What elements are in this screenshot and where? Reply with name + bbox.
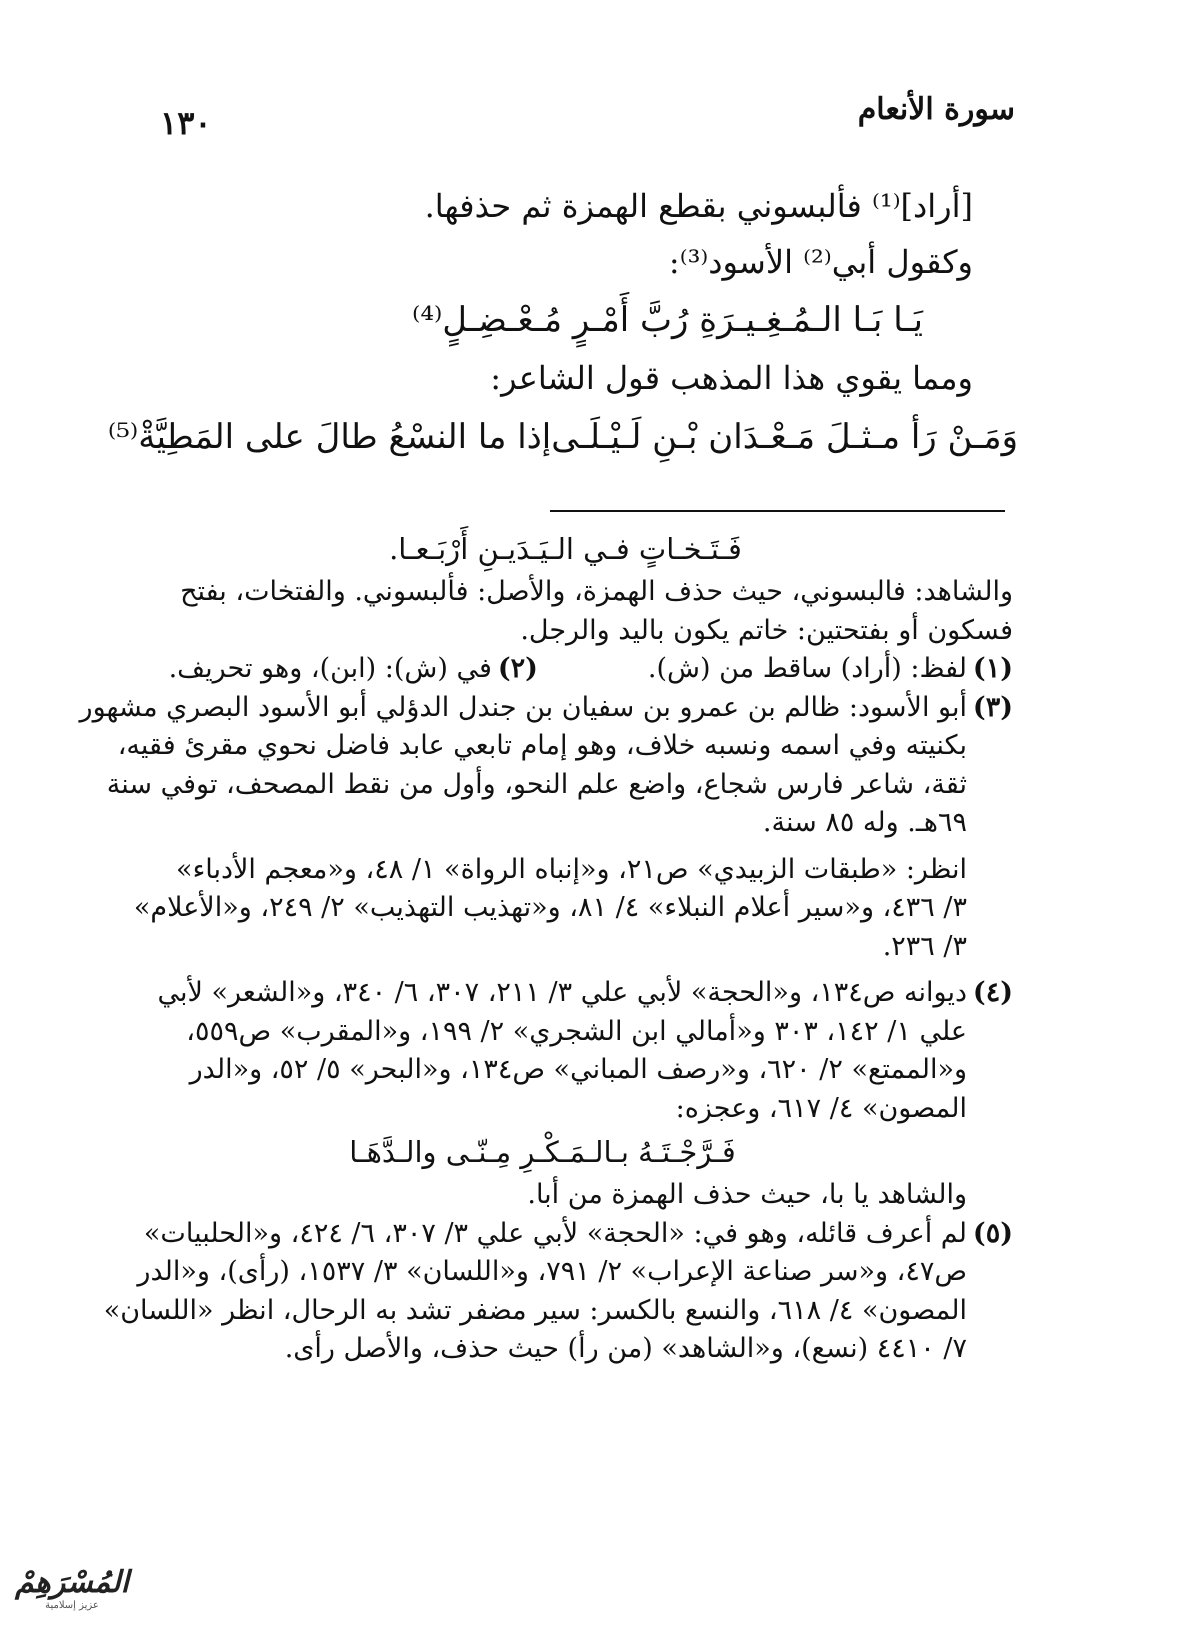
verse-line-1: يَـا بَـا الـمُـغِـيـرَةِ رُبَّ أَمْـرٍ مُـعْـضِـلٍ⁽⁴⁾ (411, 300, 923, 340)
footnote-line: ديوانه ص١٣٤، و«الحجة» لأبي علي ٣/ ٢١١، ٣٠٧، ٦/ ٣٤٠، و«الشعر» لأبي (157, 977, 967, 1008)
page-header (160, 92, 1015, 142)
footnotes-1-2 (118, 650, 1013, 689)
poetry-couplet (107, 406, 1018, 468)
watermark-logo (12, 1565, 132, 1629)
continued-verse: فَـتَـخـاتٍ فـي الـيَـدَيـنِ أَرْبَـعـا. (389, 532, 742, 566)
footnote-number-3: (٣) (972, 691, 1013, 723)
footnote-text-1: لفظ: (أراد) ساقط من (ش). (647, 653, 967, 684)
footnote-line: ٧/ ٤٤١٠ (نسع)، و«الشاهد» (من رأ) حيث حذف، والأصل رأى. (284, 1333, 967, 1364)
footnote-line: ص٤٧، و«سر صناعة الإعراب» ٢/ ٧٩١، و«اللسان» ٣/ ١٥٣٧، (رأى)، و«الدر (137, 1256, 967, 1287)
continued-note-line: والشاهد: فالبسوني، حيث حذف الهمزة، والأصل: فألبسوني. والفتخات، بفتح (180, 576, 1013, 607)
footnote-number-5: (٥) (972, 1217, 1013, 1249)
footnote-line: المصون» ٤/ ٦١٧، وعجزه: (675, 1092, 967, 1124)
footnote-line: المصون» ٤/ ٦١٨، والنسع بالكسر: سير مضفر تشد به الرحال، انظر «اللسان» (103, 1294, 967, 1326)
footnote-verse: فَـرَّجْـتَـهُ بـالـمَـكْـرِ مِـنّـى والـدَّهَـا (349, 1135, 736, 1169)
footnote-line: لم أعرف قائله، وهو في: «الحجة» لأبي علي ٣/ ٣٠٧، ٦/ ٤٢٤، و«الحلبيات» (143, 1217, 967, 1249)
footnote-number-1: (١) (972, 653, 1013, 684)
main-line-3: ومما يقوي هذا المذهب قول الشاعر: (490, 359, 973, 397)
watermark-text: المُسْرَهِمْ (15, 1565, 129, 1600)
footnote-text-2: في (ش): (ابن)، وهو تحريف. (168, 653, 492, 684)
footnote-5 (103, 1215, 1013, 1369)
footnote-number-2: (٢) (497, 653, 538, 684)
continued-note-line: فسكون أو بفتحتين: خاتم يكون باليد والرجل. (520, 614, 1013, 646)
watermark-subtext: عزيز إسلامية (45, 1600, 99, 1611)
footnote-line: علي ١/ ١٤٢، ٣٠٣ و«أمالي ابن الشجري» ٢/ ١٩٩، و«المقرب» ص٥٥٩، (186, 1015, 967, 1047)
couplet-second-hemistich: إذا ما النسْعُ طالَ على المَطِيَّةْ⁽⁵⁾ (107, 417, 552, 457)
footnote-reference-line: ٣/ ٢٣٦. (882, 930, 967, 962)
couplet-first-hemistich: وَمَـنْ رَأ مـثـلَ مَـعْـدَان بْـنِ لَـيْـلَـى (551, 417, 1018, 457)
footnote-line: و«الممتع» ٢/ ٦٢٠، و«رصف المباني» ص١٣٤، و«البحر» ٥/ ٥٢، و«الدر (189, 1054, 967, 1085)
footnote-number-4: (٤) (972, 977, 1013, 1008)
footnote-4 (118, 974, 1013, 1215)
main-text (107, 178, 1018, 468)
footnote-reference-line: ٣/ ٤٣٦، و«سير أعلام النبلاء» ٤/ ٨١، و«تهذيب التهذيب» ٢/ ٢٤٩، و«الأعلام» (133, 892, 967, 923)
page-number: ١٣٠ (160, 104, 212, 142)
surah-title: سورة الأنعام (857, 92, 1015, 127)
footnote-line: ٦٩هـ. وله ٨٥ سنة. (762, 807, 967, 838)
main-line-2: وكقول أبي⁽²⁾ الأسود⁽³⁾: (668, 243, 973, 281)
footnote-reference-line: انظر: «طبقات الزبيدي» ص٢١، و«إنباه الرواة» ١/ ٤٨، و«معجم الأدباء» (176, 853, 967, 885)
footnote-3 (79, 689, 1013, 967)
footnote-line: أبو الأسود: ظالم بن عمرو بن سفيان بن جندل الدؤلي أبو الأسود البصري مشهور (79, 691, 967, 723)
footnote-line: ثقة، شاعر فارس شجاع، واضع علم النحو، وأول من نقط المصحف، توفي سنة (106, 768, 967, 800)
main-line-1: [أراد]⁽¹⁾ فألبسوني بقطع الهمزة ثم حذفها. (424, 187, 973, 225)
footnote-line: بكنيته وفي اسمه ونسبه خلاف، وهو إمام تابعي عابد فاضل نحوي مقرئ فقيه، (117, 730, 967, 761)
footnotes (79, 525, 1013, 1369)
footnote-line: والشاهد يا با، حيث حذف الهمزة من أبا. (527, 1179, 967, 1210)
footnote-separator (550, 510, 1005, 512)
